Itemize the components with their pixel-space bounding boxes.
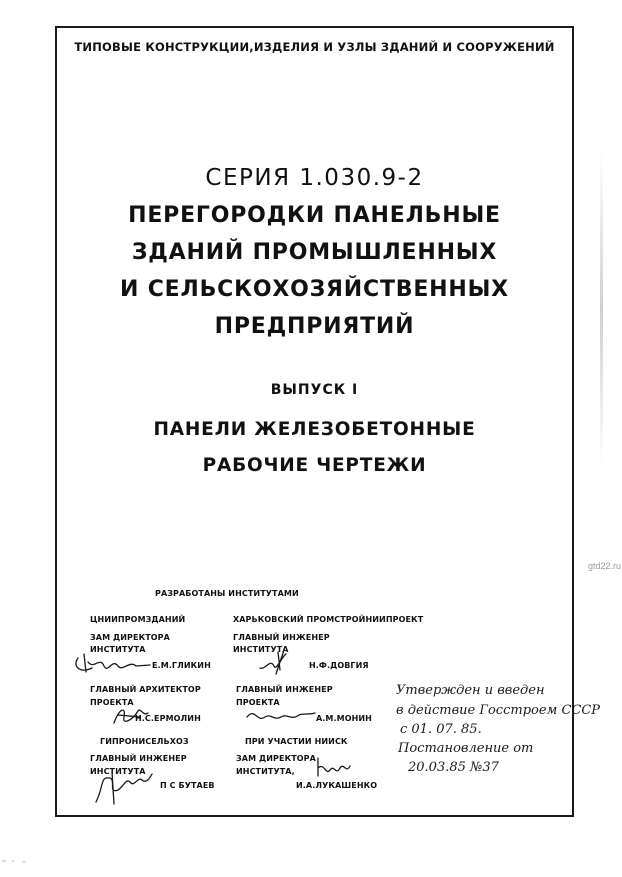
right-deputy-director-name: И.А.ЛУКАШЕНКО: [296, 781, 378, 790]
right-deputy-director-title-2: ИНСТИТУТА,: [236, 767, 295, 776]
left-chief-architect-name: Н.С.ЕРМОЛИН: [135, 714, 201, 723]
right-chief-engineer-title-2: ИНСТИТУТА: [233, 645, 289, 654]
series-number: СЕРИЯ 1.030.9-2: [205, 165, 424, 191]
left-chief-architect-title: ГЛАВНЫЙ АРХИТЕКТОР: [90, 685, 201, 694]
collection-title: ТИПОВЫЕ КОНСТРУКЦИИ,ИЗДЕЛИЯ И УЗЛЫ ЗДАНИЙ И СООРУЖЕНИЙ: [74, 40, 555, 54]
right-chief-engineer-title: ГЛАВНЫЙ ИНЖЕНЕР: [233, 633, 330, 642]
signature-monin: [243, 703, 318, 727]
approval-line-4: Постановление от: [398, 741, 534, 756]
signature-ermolin: [110, 703, 150, 727]
issue-number: ВЫПУСК I: [270, 382, 359, 398]
approval-line-3: с 01. 07. 85.: [400, 722, 482, 737]
right-participation-note: ПРИ УЧАСТИИ НИИСК: [245, 737, 348, 746]
right-project-engineer-title-2: ПРОЕКТА: [236, 698, 280, 707]
right-institute-name: ХАРЬКОВСКИЙ ПРОМСТРОЙНИИПРОЕКТ: [233, 615, 424, 624]
approval-line-1: Утвержден и введен: [396, 683, 545, 698]
signature-glikin: [70, 648, 155, 676]
signature-lukashenko: [312, 752, 354, 782]
approval-line-5: 20.03.85 №37: [408, 760, 499, 775]
title-line-2: ЗДАНИЙ ПРОМЫШЛЕННЫХ: [131, 240, 498, 265]
left-deputy-director-title: ЗАМ ДИРЕКТОРА: [90, 633, 170, 642]
signature-butaev: [90, 768, 160, 808]
left-chief-engineer-name: П С БУТАЕВ: [160, 781, 215, 790]
subtitle-line-1: ПАНЕЛИ ЖЕЛЕЗОБЕТОННЫЕ: [153, 419, 476, 440]
subtitle-line-2: РАБОЧИЕ ЧЕРТЕЖИ: [202, 455, 427, 476]
left-chief-architect-title-2: ПРОЕКТА: [90, 698, 134, 707]
approval-line-2: в действие Госстроем СССР: [396, 703, 601, 718]
developed-by-heading: РАЗРАБОТАНЫ ИНСТИТУТАМИ: [155, 589, 299, 598]
title-line-4: ПРЕДПРИЯТИЙ: [214, 314, 415, 339]
title-line-3: И СЕЛЬСКОХОЗЯЙСТВЕННЫХ: [120, 277, 509, 302]
signature-dovgiya: [256, 648, 296, 676]
left-institute-2-name: ГИПРОНИСЕЛЬХОЗ: [100, 737, 189, 746]
right-project-engineer-name: А.М.МОНИН: [316, 714, 372, 723]
right-deputy-director-title: ЗАМ ДИРЕКТОРА: [236, 754, 316, 763]
left-deputy-director-title-2: ИНСТИТУТА: [90, 645, 146, 654]
right-chief-engineer-name: Н.Ф.ДОВГИЯ: [309, 661, 369, 670]
left-chief-engineer-title: ГЛАВНЫЙ ИНЖЕНЕР: [90, 754, 187, 763]
left-deputy-director-name: Е.М.ГЛИКИН: [152, 661, 211, 670]
scan-edge-shadow: [600, 150, 603, 470]
right-project-engineer-title: ГЛАВНЫЙ ИНЖЕНЕР: [236, 685, 333, 694]
title-line-1: ПЕРЕГОРОДКИ ПАНЕЛЬНЫЕ: [128, 203, 501, 228]
scan-noise: [0, 858, 60, 864]
left-chief-engineer-title-2: ИНСТИТУТА: [90, 767, 146, 776]
left-institute-name: ЦНИИПРОМЗДАНИЙ: [90, 615, 186, 624]
watermark-text: gtd22.ru: [588, 561, 622, 571]
